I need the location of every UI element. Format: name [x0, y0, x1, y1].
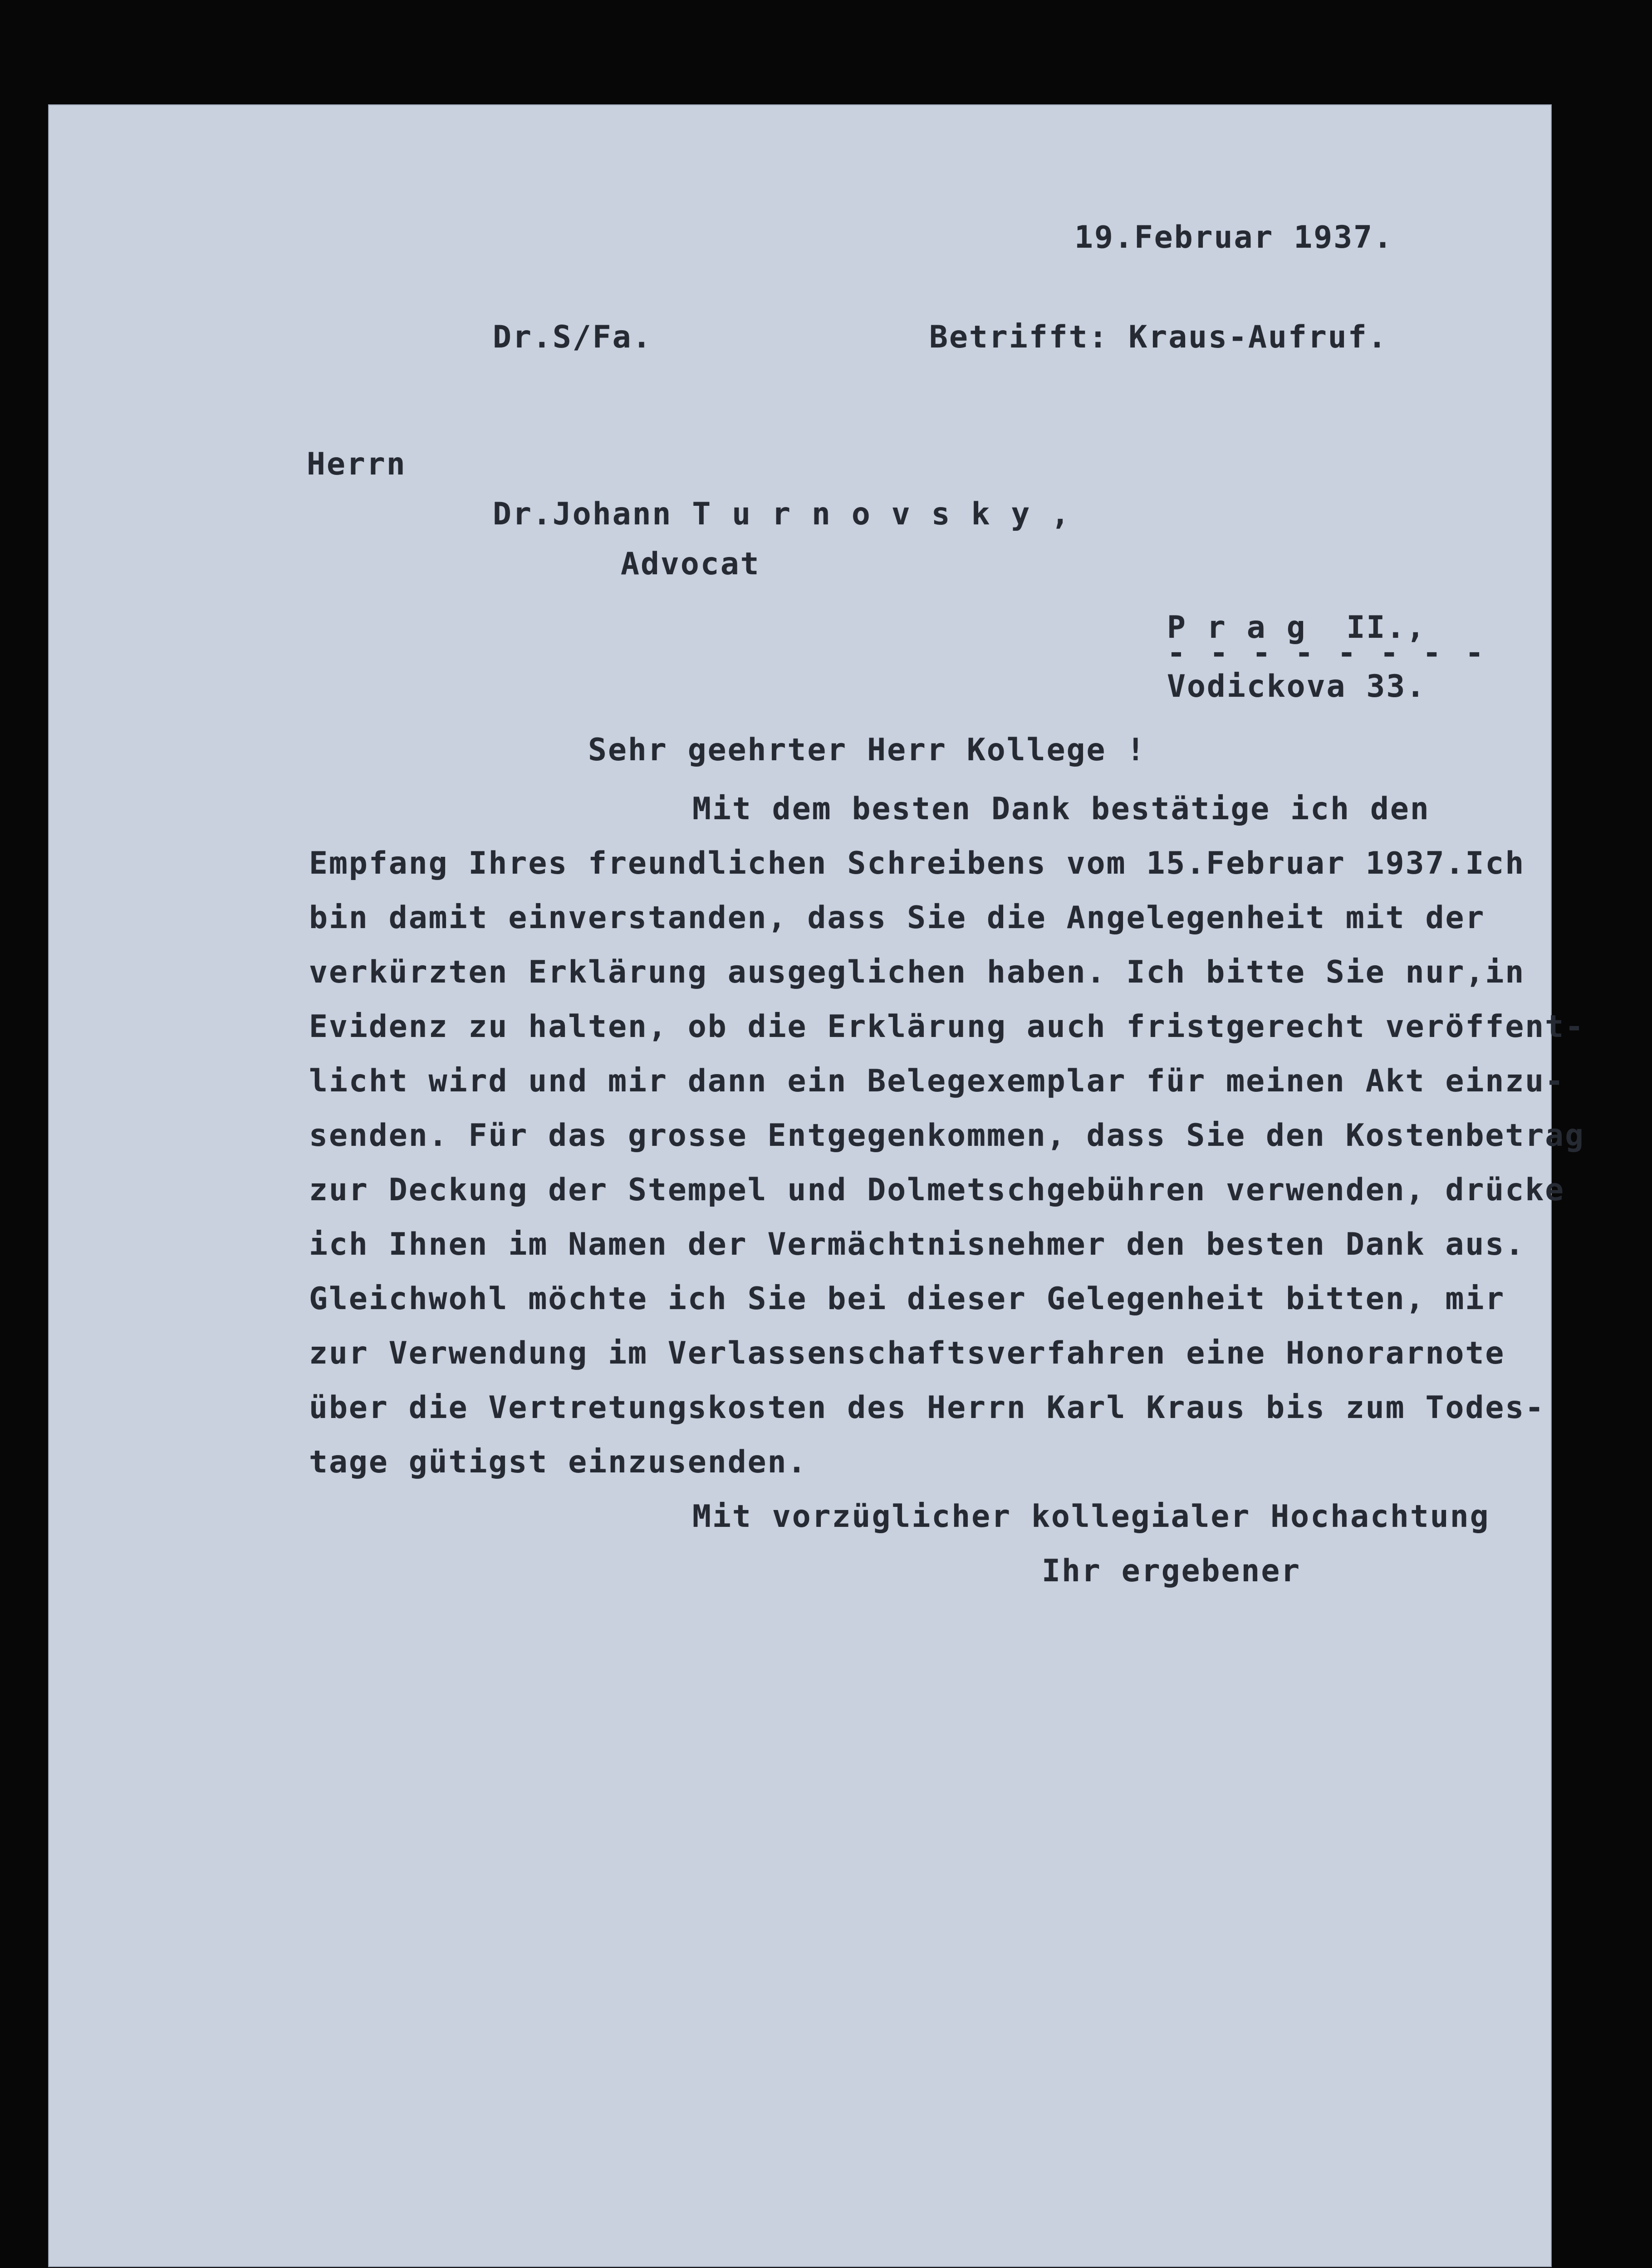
body-line-8: zur Deckung der Stempel und Dolmetschgebühren verwenden, drücke [309, 1172, 1565, 1208]
letter-date: 19.Februar 1937. [1074, 220, 1394, 255]
body-line-10: Gleichwohl möchte ich Sie bei dieser Gelegenheit bitten, mir [309, 1281, 1505, 1317]
body-line-6: licht wird und mir dann ein Belegexemplar für meinen Akt einzu- [309, 1063, 1565, 1099]
body-line-4: verkürzten Erklärung ausgeglichen haben. Ich bitte Sie nur,in [309, 954, 1525, 990]
body-line-12: über die Vertretungskosten des Herrn Karl Kraus bis zum Todes- [309, 1390, 1545, 1426]
body-line-11: zur Verwendung im Verlassenschaftsverfahren eine Honorarnote [309, 1335, 1505, 1371]
recipient-city-underline: - - - - - - - - [1167, 635, 1487, 671]
subject-line: Betrifft: Kraus-Aufruf. [929, 319, 1388, 355]
body-line-9: ich Ihnen im Namen der Vermächtnisnehmer den besten Dank aus. [309, 1227, 1525, 1262]
signoff: Ihr ergebener [1042, 1553, 1301, 1589]
recipient-city: P r a g II., [1167, 610, 1427, 645]
body-line-2: Empfang Ihres freundlichen Schreibens vom 15.Februar 1937.Ich [309, 846, 1525, 881]
body-line-1: Mit dem besten Dank bestätige ich den [692, 791, 1430, 827]
body-line-5: Evidenz zu halten, ob die Erklärung auch fristgerecht veröffent- [309, 1009, 1585, 1045]
recipient-name: Dr.Johann T u r n o v s k y , [493, 496, 1071, 532]
recipient-street: Vodickova 33. [1167, 669, 1427, 704]
body-line-3: bin damit einverstanden, dass Sie die Angelegenheit mit der [309, 900, 1485, 936]
recipient-salutation-title: Herrn [307, 446, 407, 482]
closing-phrase: Mit vorzüglicher kollegialer Hochachtung [692, 1499, 1490, 1535]
reference-code: Dr.S/Fa. [493, 319, 652, 355]
letter-page [48, 104, 1585, 2267]
body-line-13: tage gütigst einzusenden. [309, 1444, 808, 1480]
greeting: Sehr geehrter Herr Kollege ! [588, 732, 1147, 768]
body-line-7: senden. Für das grosse Entgegenkommen, dass Sie den Kostenbetrag [309, 1118, 1585, 1154]
recipient-profession: Advocat [621, 546, 760, 582]
